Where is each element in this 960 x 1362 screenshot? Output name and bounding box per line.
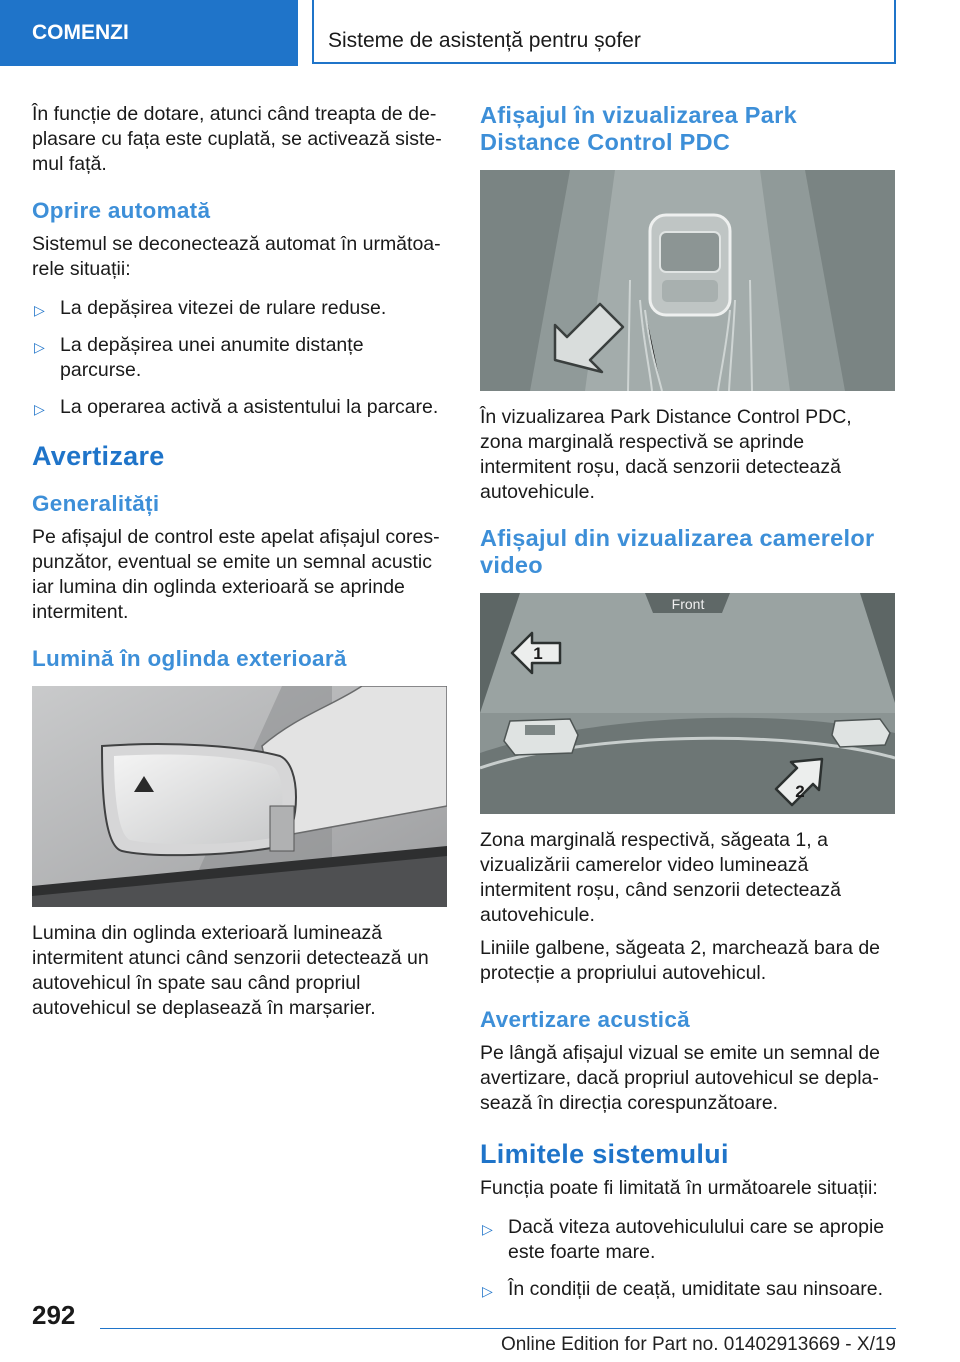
list-item: ▷ Dacă viteza autovehiculului care se apropie este foarte mare. [482,1216,885,1263]
bullet-triangle-icon: ▷ [34,401,45,417]
bullet-triangle-icon: ▷ [482,1283,493,1299]
mirror-caption: Lumina din oglinda exterioară luminează intermitent atunci când senzorii detectează un autovehicul în spate sau când propriul autovehicul se deplasează în marșarier. [32,922,429,1019]
edition-footer: Online Edition for Part no. 01402913669 - X/19 [500,1334,896,1355]
auto-stop-list [32,296,447,420]
limits-text: Funcția poate fi limitată în următoarele situații: [480,1177,878,1199]
camera-caption-1: Zona marginală respectivă, săgeata 1, a vizualizării camerelor video luminează intermitent roșu, când senzorii detectează autovehicule. [480,829,841,926]
auto-stop-text: Sistemul se deconectează automat în următoarele situații: [32,233,441,280]
left-column [32,102,447,1035]
bullet-triangle-icon: ▷ [34,339,45,355]
mirror-light-heading: Lumină în oglinda exterioară [32,646,347,671]
page-number: 292 [32,1300,76,1330]
pdc-caption: În vizualizarea Park Distance Control PDC, zona marginală respectivă se aprinde intermitent roșu, dacă senzorii detectează autovehicule. [480,406,852,503]
arrow-2-label: 2 [795,782,805,801]
front-label: Front [671,596,705,612]
camera-caption-2: Liniile galbene, săgeata 2, marchează bara de protecție a propriului autovehicul. [480,937,881,984]
camera-heading: Afișajul din vizualizarea camerelor video [480,525,875,578]
intro-paragraph: În funcție de dotare, atunci când treapta de deplasare cu fața este cuplată, se activează sistemul față. [32,103,442,175]
limits-list [480,1215,895,1302]
section-tab: COMENZI [0,0,298,66]
page-header [0,0,960,66]
warning-heading: Avertizare [32,441,165,471]
chapter-title: Sisteme de asistență pentru șofer [312,0,896,64]
limits-heading: Limitele sistemului [480,1139,729,1169]
camera-view-illustration [480,593,895,814]
right-column [480,102,895,1316]
list-item: ▷ La operarea activă a asistentului la parcare. [32,395,447,420]
bullet-triangle-icon: ▷ [482,1221,493,1237]
general-text: Pe afișajul de control este apelat afișajul corespunzător, eventual se emite un semnal acustic iar lumina din oglinda exterioară se aprinde intermitent. [32,526,440,623]
footer-divider [100,1328,896,1329]
general-heading: Generalități [32,491,160,516]
acoustic-heading: Avertizare acustică [480,1007,690,1032]
auto-stop-heading: Oprire automată [32,198,211,223]
list-item: ▷ La depășirea unei anumite distanțe parcurse. [34,334,364,381]
list-item: ▷ În condiții de ceață, umiditate sau ninsoare. [480,1277,895,1302]
arrow-1-label: 1 [533,644,543,663]
mirror-illustration [32,686,447,907]
bullet-triangle-icon: ▷ [34,302,45,318]
pdc-view-illustration [480,170,895,391]
pdc-heading: Afișajul în vizualizarea Park Distance Control PDC [480,102,797,155]
list-item: ▷ La depășirea vitezei de rulare reduse. [32,296,447,321]
acoustic-text: Pe lângă afișajul vizual se emite un semnal de avertizare, dacă propriul autovehicul se deplasează în direcția corespunzătoare. [480,1042,880,1114]
